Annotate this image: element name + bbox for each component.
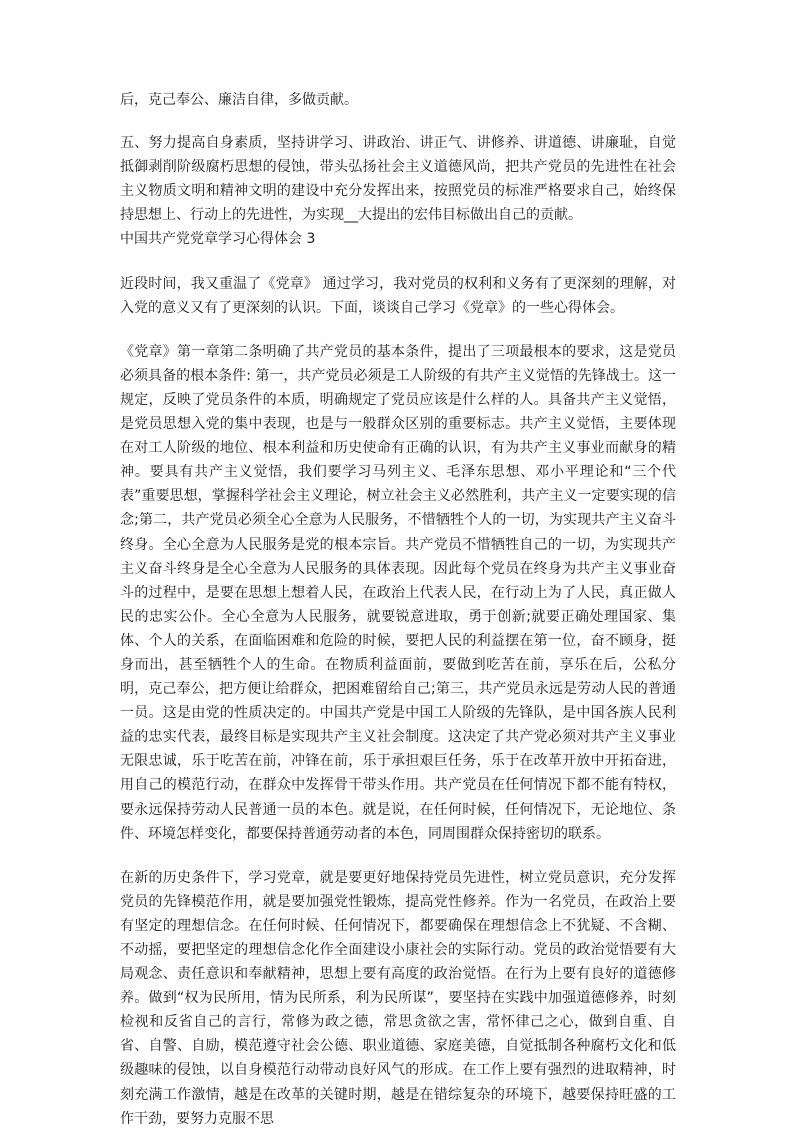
section-heading: 中国共产党党章学习心得体会 3 bbox=[120, 231, 316, 248]
document-page bbox=[120, 88, 676, 1131]
paragraph-member-conditions: 《党章》第一章第二条明确了共产党员的基本条件，提出了三项最根本的要求，这是党员必须具备的根本条件: 第一，共产党员必须是工人阶级的有共产主义觉悟的先锋战士。这一规定，反映了党员条件的本质，明确规定了党员应该是什么样的人。具备共产主义觉悟，是党员思想入党的集中表现，也是与一般群众区别的重要标志。共产主义觉悟，主要体现在对工人阶级的地位、根本利益和历史使命有正确的认识，有为共产主义事业而献身的精神。要具有共产主义觉悟，我们要学习马列主义、毛泽东思想、邓小平理论和“三个代表”重要思想，掌握科学社会主义理论，树立社会主义必然胜利，共产主义一定要实现的信念;第二，共产党员必须全心全意为人民服务，不惜牺牲个人的一切，为实现共产主义奋斗终身。全心全意为人民服务是党的根本宗旨。共产党员不惜牺牲自己的一切，为实现共产主义奋斗终身是全心全意为人民服务的具体表现。因此每个党员在终身为共产主义事业奋斗的过程中，是要在思想上想着人民，在政治上代表人民，在行动上为了人民，真正做人民的忠实公仆。全心全意为人民服务，就要锐意进取，勇于创新;就要正确处理国家、集体、个人的关系，在面临困难和危险的时候，要把人民的利益摆在第一位，奋不顾身，挺身而出，甚至牺牲个人的生命。在物质利益面前，要做到吃苦在前，享乐在后，公私分明，克己奉公，把方便让给群众，把困难留给自己;第三，共产党员永远是劳动人民的普通一员。这是由党的性质决定的。中国共产党是中国工人阶级的先锋队，是中国各族人民利益的忠实代表，最终目标是实现共产主义社会制度。这决定了共产党必须对共产主义事业无限忠诚，乐于吃苦在前，冲锋在前，乐于承担艰巨任务，乐于在改革开放中开拓奋进，用自己的模范行动，在群众中发挥骨干带头作用。共产党员在任何情况下都不能有特权，要永远保持劳动人民普通一员的本色。就是说，在任何时候，任何情况下，无论地位、条件、环境怎样变化，都要保持普通劳动者的本色，同周围群众保持密切的联系。 bbox=[120, 343, 676, 842]
paragraph-point-five: 五、努力提高自身素质，坚持讲学习、讲政治、讲正气、讲修养、讲道德、讲廉耻，自觉抵御剥削阶级腐朽思想的侵蚀，带头弘扬社会主义道德风尚，把共产党员的先进性在社会主义物质文明和精神文明的建设中充分发挥出来，按照党员的标准严格要求自己，始终保持思想上、行动上的先进性，为实现__大提出的宏伟目标做出自己的贡献。 bbox=[120, 135, 676, 224]
paragraph-intro: 近段时间，我又重温了《党章》 通过学习，我对党员的权利和义务有了更深刻的理解，对入党的意义又有了更深刻的认识。下面，谈谈自己学习《党章》的一些心得体会。 bbox=[120, 275, 676, 316]
paragraph-continuation: 后，克己奉公、廉洁自律，多做贡献。 bbox=[120, 92, 358, 108]
paragraph-new-conditions: 在新的历史条件下，学习党章，就是要更好地保持党员先进性，树立党员意识，充分发挥党员的先锋模范作用，就是要加强党性锻炼，提高党性修养。作为一名党员，在政治上要有坚定的理想信念。在任何时候、任何情况下，都要确保在理想信念上不犹疑、不含糊、不动摇，要把坚定的理想信念化作全面建设小康社会的实际行动。党员的政治觉悟要有大局观念、责任意识和奉献精神，思想上要有高度的政治觉悟。在行为上要有良好的道德修养。做到“权为民所用，情为民所系，利为民所谋”，要坚持在实践中加强道德修养，时刻检视和反省自己的言行，常修为政之德，常思贪欲之害，常怀律己之心，做到自重、自省、自警、自励，模范遵守社会公德、职业道德、家庭美德，自觉抵制各种腐朽文化和低级趣味的侵蚀，以自身模范行动带动良好风气的形成。在工作上要有强烈的进取精神，时刻充满工作激情，越是在改革的关键时期，越是在错综复杂的环境下，越要保持旺盛的工作干劲，要努力克服不思 bbox=[120, 869, 676, 1127]
